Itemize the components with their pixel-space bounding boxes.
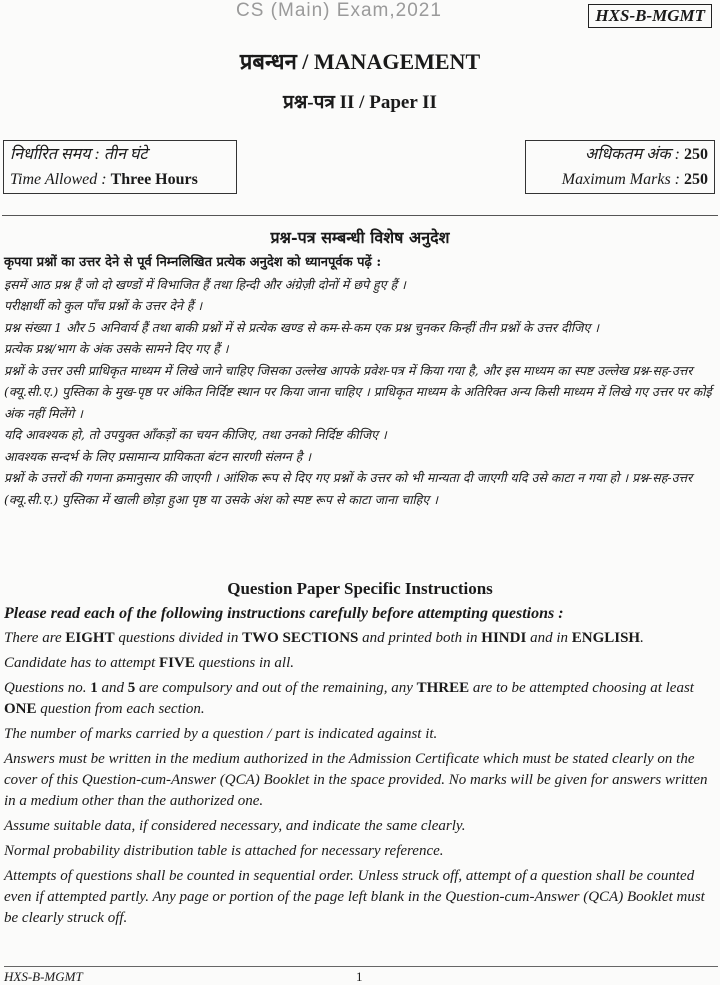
text-run-bold: 1 (90, 680, 98, 696)
text-run: Questions no. (4, 680, 91, 696)
text-run-bold: TWO SECTIONS (242, 630, 359, 646)
section-divider (2, 215, 718, 216)
text-run-bold: ONE (4, 701, 37, 717)
text-run: Candidate has to attempt (4, 655, 159, 671)
watermark-stamp: CS (Main) Exam,2021 (236, 0, 442, 21)
marks-label-hi: अधिकतम अंक : (584, 146, 684, 163)
text-run: and (97, 680, 128, 696)
text-run-bold: HINDI (481, 630, 527, 646)
english-instruction-7: Normal probability distribution table is attached for necessary reference. (4, 843, 444, 859)
time-value-hi: तीन घंटे (103, 146, 148, 163)
hindi-instruction-8: प्रश्नों के उत्तरों की गणना क्रमानुसार की जाएगी । आंशिक रूप से दिए गए प्रश्नों के उत्तर को भी मान्यता दी जाएगी यदि उसे काटा न गया हो । प्रश्न-सह-उत्तर (क्यू.सी.ए.) पुस्तिका में खाली छोड़ा हुआ पृष्ठ या उसके अंश को स्पष्ट रूप से काटा जाना चाहिए । (4, 470, 693, 507)
text-run-bold: THREE (416, 680, 470, 696)
english-instructions (4, 603, 718, 933)
marks-value-en: 250 (684, 171, 708, 188)
english-instruction-5: Answers must be written in the medium authorized in the Admission Certificate which must be stated clearly on the cover of this Question-cum-Answer (QCA) Booklet in the space provided. No marks will be given for answers written in a medium other than the authorized one. (4, 751, 708, 809)
english-instructions-heading: Question Paper Specific Instructions (227, 579, 493, 598)
paper-code-badge: HXS-B-MGMT (588, 4, 712, 28)
marks-label-en: Maximum Marks : (561, 171, 684, 188)
page-number: 1 (356, 969, 363, 984)
hindi-instructions (4, 252, 718, 510)
hindi-instructions-heading: प्रश्न-पत्र सम्बन्धी विशेष अनुदेश (270, 228, 450, 247)
marks-value-hi: 250 (684, 146, 708, 163)
time-value-en: Three Hours (110, 171, 198, 188)
maximum-marks-english (526, 166, 714, 191)
time-label-hi: निर्धारित समय : (10, 146, 104, 163)
english-instruction-6: Assume suitable data, if considered necessary, and indicate the same clearly. (4, 818, 466, 834)
hindi-instruction-2: परीक्षार्थी को कुल पाँच प्रश्नों के उत्तर देने हैं । (4, 298, 203, 313)
text-run: and in (526, 630, 572, 646)
time-allowed-english (4, 166, 236, 191)
text-run: There are (4, 630, 66, 646)
text-run: are compulsory and out of the remaining, any (135, 680, 417, 696)
hindi-instruction-1: इसमें आठ प्रश्न हैं जो दो खण्डों में विभाजित हैं तथा हिन्दी और अंग्रेज़ी दोनों में छपे हुए हैं । (4, 276, 406, 292)
text-run: . (640, 630, 644, 646)
text-run: questions divided in (114, 630, 243, 646)
hindi-instruction-5: प्रश्नों के उत्तर उसी प्राधिकृत माध्यम में लिखे जाने चाहिए जिसका उल्लेख आपके प्रवेश-पत्र में किया गया है, और इस माध्यम का स्पष्ट उल्लेख प्रश्न-सह-उत्तर (क्यू.सी.ए.) पुस्तिका के मुख-पृष्ठ पर अंकित निर्दिष्ट स्थान पर किया जाना चाहिए । प्राधिकृत माध्यम के अतिरिक्त अन्य किसी माध्यम में लिखे गए उत्तर पर कोई अंक नहीं मिलेंगे । (4, 362, 712, 421)
hindi-instruction-6: यदि आवश्यक हो, तो उपयुक्त आँकड़ों का चयन कीजिए, तथा उनको निर्दिष्ट कीजिए । (4, 427, 387, 442)
english-instruction-2 (4, 653, 718, 674)
paper-title: प्रबन्धन / MANAGEMENT (239, 49, 481, 74)
text-run: question from each section. (36, 701, 205, 717)
english-instruction-4: The number of marks carried by a question / part is indicated against it. (4, 726, 438, 742)
text-run-bold: ENGLISH (571, 630, 641, 646)
footer-paper-code: HXS-B-MGMT (4, 969, 83, 984)
text-run-bold: EIGHT (65, 630, 115, 646)
hindi-instruction-3: प्रश्न संख्या 1 और 5 अनिवार्य हैं तथा बाकी प्रश्नों में से प्रत्येक खण्ड से कम-से-कम एक प्रश्न चुनकर किन्हीं तीन प्रश्नों के उत्तर दीजिए । (4, 319, 599, 335)
page-footer (4, 966, 718, 985)
hindi-lead: कृपया प्रश्नों का उत्तर देने से पूर्व निम्नलिखित प्रत्येक अनुदेश को ध्यानपूर्वक पढ़ें : (4, 255, 382, 270)
time-label-en: Time Allowed : (10, 171, 111, 188)
english-instruction-8: Attempts of questions shall be counted in sequential order. Unless struck off, attempt of a question shall be counted even if attempted partly. Any page or portion of the page left blank in the Question-cum-Answer (QCA) Booklet must be clearly struck off. (4, 868, 705, 926)
hindi-instruction-4: प्रत्येक प्रश्न/भाग के अंक उसके सामने दिए गए हैं । (4, 341, 229, 356)
text-run: and printed both in (358, 630, 482, 646)
text-run-bold: FIVE (159, 655, 195, 671)
english-instruction-3 (4, 678, 718, 720)
time-allowed-box (3, 140, 237, 194)
paper-subtitle: प्रश्न-पत्र II / Paper II (283, 92, 437, 113)
english-instruction-1 (4, 628, 718, 649)
maximum-marks-box (525, 140, 715, 194)
hindi-instruction-7: आवश्यक सन्दर्भ के लिए प्रसामान्य प्रायिकता बंटन सारणी संलग्न है । (4, 448, 312, 464)
text-run-bold: 5 (127, 680, 136, 696)
maximum-marks-hindi (526, 141, 714, 166)
text-run: are to be attempted choosing at least (469, 680, 694, 696)
text-run: questions in all. (194, 655, 295, 671)
english-lead: Please read each of the following instructions carefully before attempting questions : (4, 605, 564, 622)
time-allowed-hindi (4, 141, 236, 166)
